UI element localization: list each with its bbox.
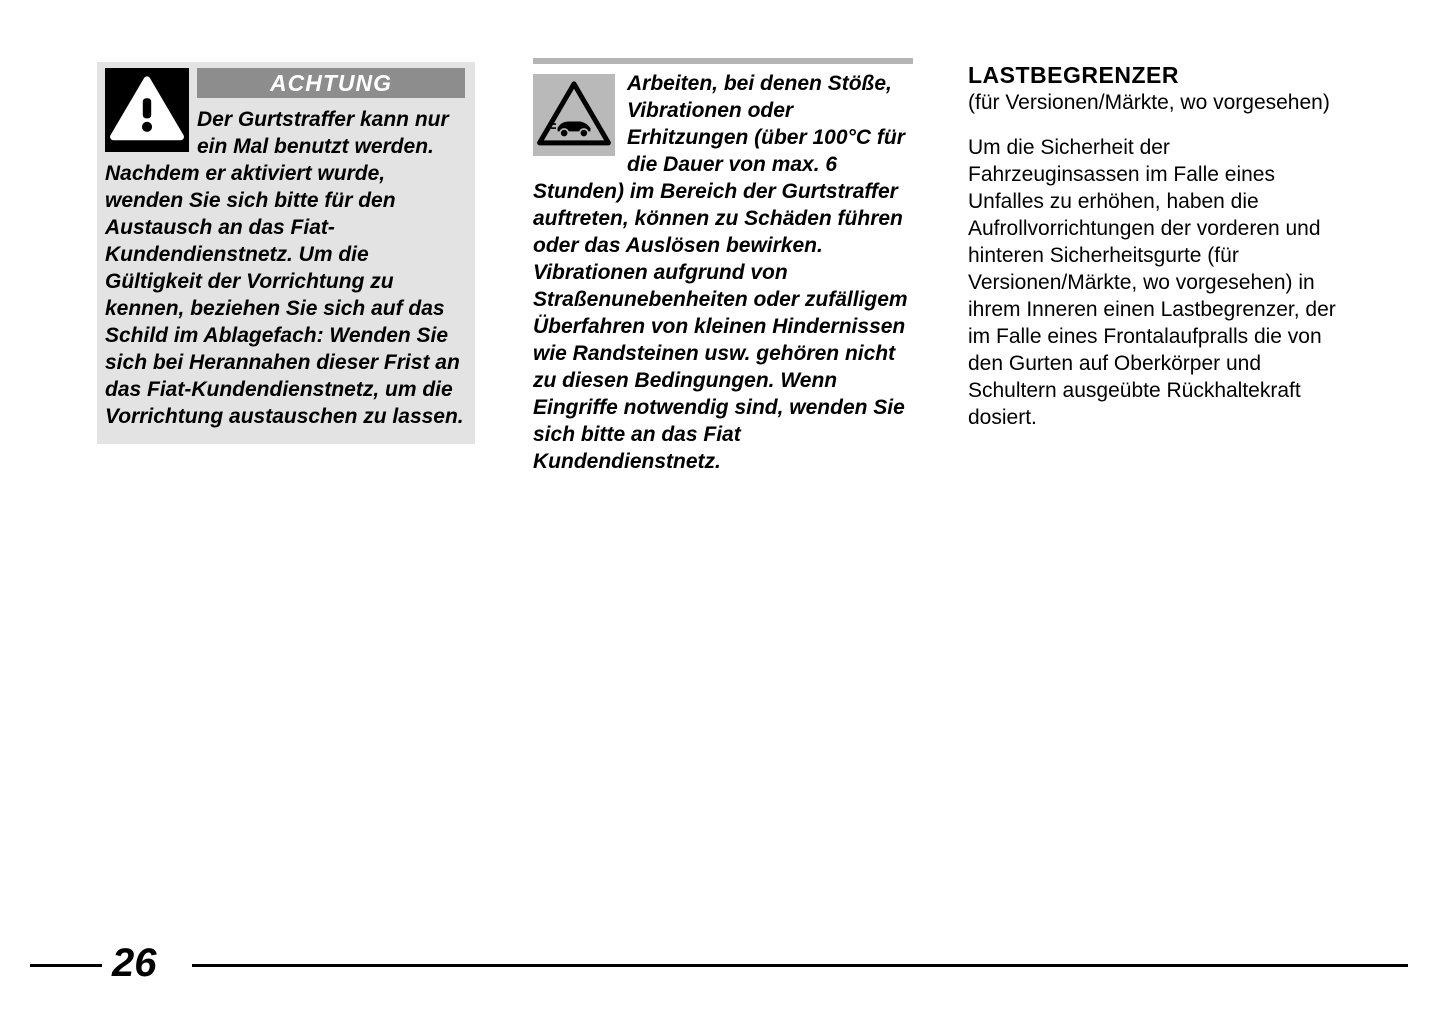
section-lastbegrenzer xyxy=(968,62,1340,431)
warning-middle-text: Arbeiten, bei denen Stöße, Vibrationen oder Erhitzungen (über 100°C für die Dauer von max. 6 Stunden) im Bereich der Gurtstraffer auftreten, können zu Schäden führen oder das Auslösen bewirken. Vibrationen aufgrund von Straßenunebenheiten oder zufälligem Überfahren von kleinen Hindernissen wie Randsteinen usw. gehören nicht zu diesen Bedingungen. Wenn Eingriffe notwendig sind, wenden Sie sich bitte an das Fiat Kundendienstnetz. xyxy=(533,72,908,473)
warning-left-text: Der Gurtstraffer kann nur ein Mal benutzt werden. Nachdem er aktiviert wurde, wenden Sie sich bitte für den Austausch an das Fiat-Kundendienstnetz. Um die Gültigkeit der Vorrichtung zu kennen, beziehen Sie sich auf das Schild im Ablagefach: Wenden Sie sich bei Herannahen dieser Frist an das Fiat-Kundendienstnetz, um die Vorrichtung austauschen zu lassen. xyxy=(105,108,464,428)
section-body-text: Um die Sicherheit der Fahrzeuginsassen im Falle eines Unfalles zu erhöhen, haben die Aufrollvorrichtungen der vorderen und hinteren Sicherheitsgurte (für Versionen/Märkte, wo vorgesehen) in ihrem Inneren einen Lastbegrenzer, der im Falle eines Frontalaufpralls die von den Gurten auf Oberkörper und Schultern ausgeübte Rückhaltekraft dosiert. xyxy=(968,136,1336,429)
warning-column-middle xyxy=(533,58,913,475)
footer-rule-left xyxy=(30,964,102,967)
page-number: 26 xyxy=(112,941,157,985)
warning-box-left xyxy=(97,62,475,444)
section-subtitle: (für Versionen/Märkte, wo vorgesehen) xyxy=(968,91,1330,114)
section-title: LASTBEGRENZER xyxy=(968,62,1179,88)
warning-triangle-car-icon xyxy=(533,74,615,156)
achtung-header: ACHTUNG xyxy=(197,68,465,98)
warning-triangle-exclamation-icon xyxy=(105,68,189,152)
footer-rule-right xyxy=(192,964,1408,967)
column-divider-rule xyxy=(533,58,913,64)
